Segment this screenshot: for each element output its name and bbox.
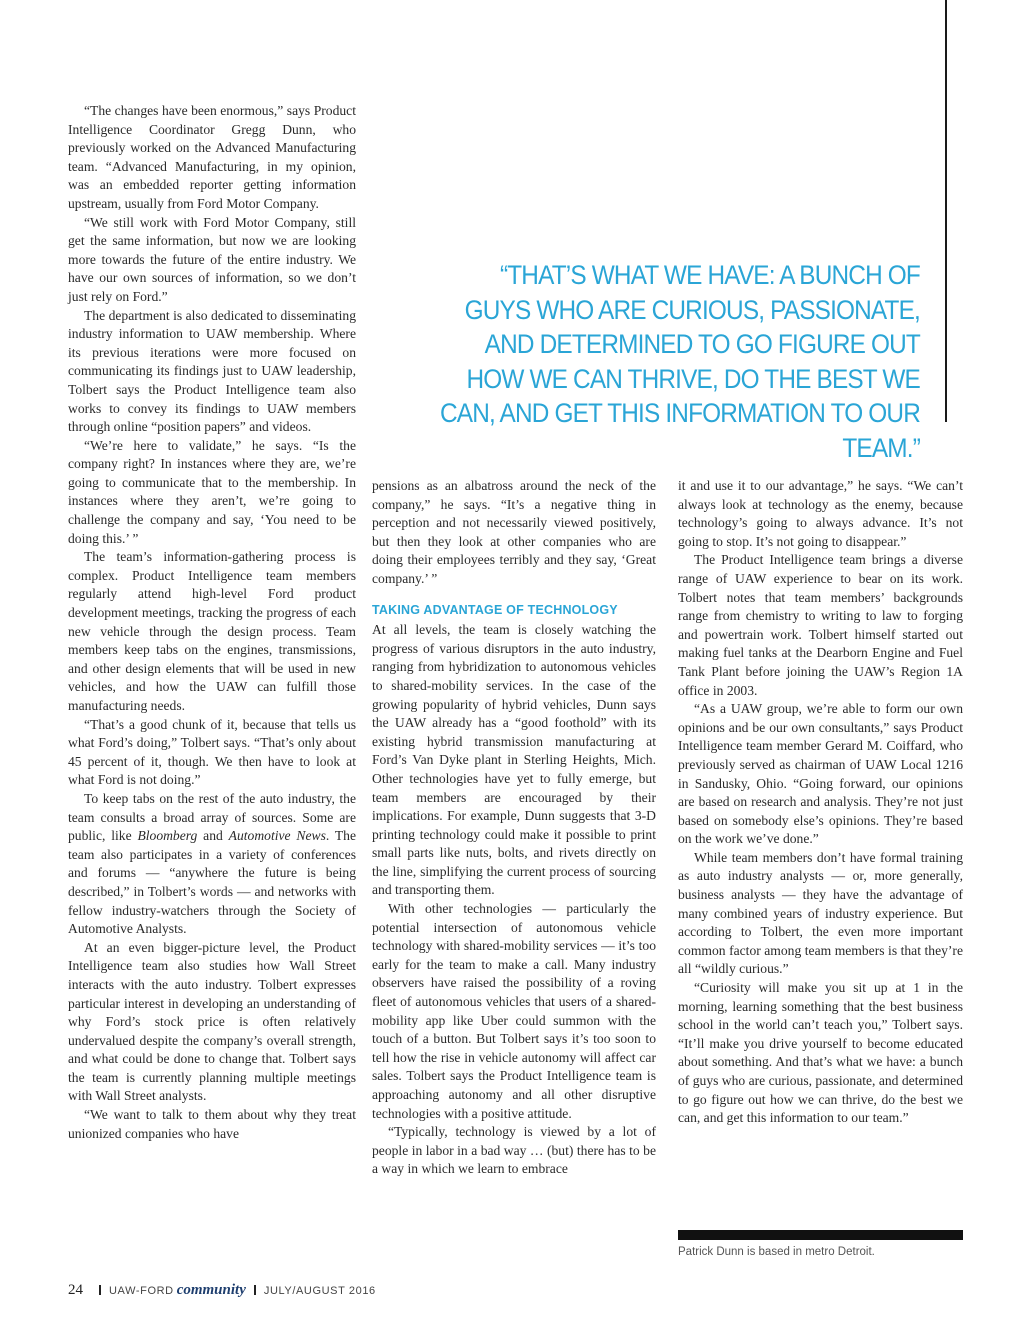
paragraph: With other technologies — particularly the potential intersection of autonomous vehicle technology with shared-mobility services — it’s too early for the team to make a call. Many industry observers have raised the possibility of a roving fleet of autonomous vehicles that users of a shared-mobility app like Uber could summon with the touch of a button. But Tolbert says it’s too soon to tell how the rise in vehicle autonomy will affect car sales. Tolbert says the Product Intelligence team is approaching autonomy and all other disruptive technologies with a positive attitude. (372, 901, 656, 1121)
paragraph: “We still work with Ford Motor Company, still get the same information, but now we are looking more towards the future of the entire industry. We have our own sources of information, so we don’t just rely on Ford.” (68, 214, 356, 304)
paragraph: While team members don’t have formal training as auto industry analysts — or, more generally, business analysts — they have the advantage of many combined years of industry experience. But according to Tolbert, the even more important common factor among team members is that they’re all “wildly curious.” (678, 849, 963, 977)
paragraph: “We want to talk to them about why they treat unionized companies who have (68, 1107, 356, 1141)
paragraph: The Product Intelligence team brings a diverse range of UAW experience to bear on its work. Tolbert notes that team members’ backgrounds range from chemistry to writing to law to forging and powertrain work. Tolbert himself started out making fuel tanks at the Dearborn Engine and Fuel Tank Plant before joining the UAW’s Region 1A office in 2003. (678, 552, 963, 698)
author-bio: Patrick Dunn is based in metro Detroit. (678, 1246, 875, 1258)
paragraph: “Typically, technology is viewed by a lot of people in labor in a bad way … (but) there has to be a way in which we learn to embrace (372, 1124, 656, 1177)
pull-quote: “THAT’S WHAT WE HAVE: A BUNCH OF GUYS WHO ARE CURIOUS, PASSIONATE, AND DETERMINED TO GO FIGURE OUT HOW WE CAN THRIVE, DO THE BEST WE CAN, AND GET THIS INFORMATION TO OUR TEAM.” (440, 260, 920, 463)
paragraph: it and use it to our advantage,” he says. “We can’t always look at technology as the enemy, because technology’s going to always advance. It’s not going to stop. It’s not going to disappear.” (678, 478, 963, 549)
article-column-2 (372, 477, 656, 1179)
footer-divider (254, 1285, 256, 1295)
issue-date: JULY/AUGUST 2016 (263, 1285, 376, 1297)
footer-divider (99, 1285, 101, 1295)
paragraph: “The changes have been enormous,” says Product Intelligence Coordinator Gregg Dunn, who previously worked on the Advanced Manufacturing team. “Advanced Manufacturing, in my opinion, was an embedded reporter getting information upstream, usually from Ford Motor Company. (68, 103, 356, 211)
paragraph: “Curiosity will make you sit up at 1 in the morning, learning something that the best business school in the world can’t teach you,” Tolbert says. “It’ll make you drive yourself to become educated about something. And that’s what we have: a bunch of guys who are curious, passionate, and determined to go figure out how we can thrive, do the best we can, and get this information to our team.” (678, 980, 964, 1126)
page-footer (68, 1282, 376, 1299)
publication-bloomberg: Bloomberg (137, 828, 198, 844)
paragraph: At an even bigger-picture level, the Product Intelligence team also studies how Wall Street interacts with the auto industry. Tolbert expresses particular interest in developing an understanding of why Ford’s stock price is often relatively undervalued despite the company’s overall strength, and what could be done to change that. Tolbert says the team is currently planning multiple meetings with Wall Street analysts. (68, 939, 356, 1104)
section-subhead: TAKING ADVANTAGE OF TECHNOLOGY (372, 602, 618, 617)
paragraph-sources: To keep tabs on the rest of the auto industry, the team consults a broad array of sources. Some are public, like Bloomberg and Automotive News. The team also participates in a variety of conferences and forums — “anywhere the future is being described,” in Tolbert’s words — and networks with fellow industry-watchers through the Society of Automotive Analysts. (68, 790, 357, 937)
page-number: 24 (68, 1282, 83, 1298)
paragraph: The team’s information-gathering process is complex. Product Intelligence team members regularly attend high-level Ford product development meetings, tracking the progress of each new vehicle through the design process. Team members keep tabs on the engines, transmissions, and other design elements that will be used in new vehicles, and how the UAW can fulfill those manufacturing needs. (68, 549, 356, 713)
paragraph: pensions as an albatross around the neck of the company,” he says. “It’s a negative thing in perception and not necessarily viewed positively, but then they look at other companies who are doing their employees terribly and they say, ‘Great company.’ ” (372, 478, 656, 586)
paragraph: “That’s a good chunk of it, because that tells us what Ford’s doing,” Tolbert says. “That’s only about 45 percent of it, though. We then have to look at what Ford is not doing.” (68, 716, 356, 788)
vertical-rule (945, 0, 947, 422)
footer-brand: UAW-FORD (109, 1285, 174, 1297)
publication-automotive-news: Automotive News (228, 828, 326, 844)
paragraph: “We’re here to validate,” he says. “Is the company right? In instances where they are, we’re going to communicate that to the membership. In instances where they aren’t, we’re going to challenge the company and say, ‘You need to be doing this.’ ” (68, 437, 356, 546)
paragraph: At all levels, the team is closely watching the progress of various disruptors in the auto industry, ranging from hybridization to autonomous vehicles to shared-mobility services. In the case of the growing popularity of hybrid vehicles, Dunn says the UAW already has a “good foothold” with its existing hybrid transmission manufacturing at Ford’s Van Dyke plant in Sterling Heights, Mich. Other technologies have yet to fully emerge, but team members are encouraged by their implications. For example, Dunn suggests that 3-D printing technology could make it possible to print small parts like nuts, bolts, and rivets directly on the line, simplifying the current process of sourcing and transporting them. (372, 622, 656, 898)
article-column-1 (68, 102, 356, 1143)
footer-brand-logo: community (176, 1282, 246, 1298)
paragraph: “As a UAW group, we’re able to form our own opinions and be our own consultants,” says Product Intelligence team member Gerard M. Coiffard, who previously served as chairman of UAW Local 1216 in Sandusky, Ohio. “Going forward, our opinions are based on research and analysis. They’re not just based on somebody else’s opinions. They’re based on the work we’ve done.” (678, 701, 963, 847)
end-bar (678, 1230, 963, 1240)
article-column-3 (678, 477, 963, 1128)
paragraph: The department is also dedicated to disseminating industry information to UAW membership. Where its previous iterations were more focused on communicating its findings just to UAW leadership, Tolbert says the Product Intelligence team also works to convey its findings to UAW members through online “position papers” and videos. (68, 307, 356, 435)
